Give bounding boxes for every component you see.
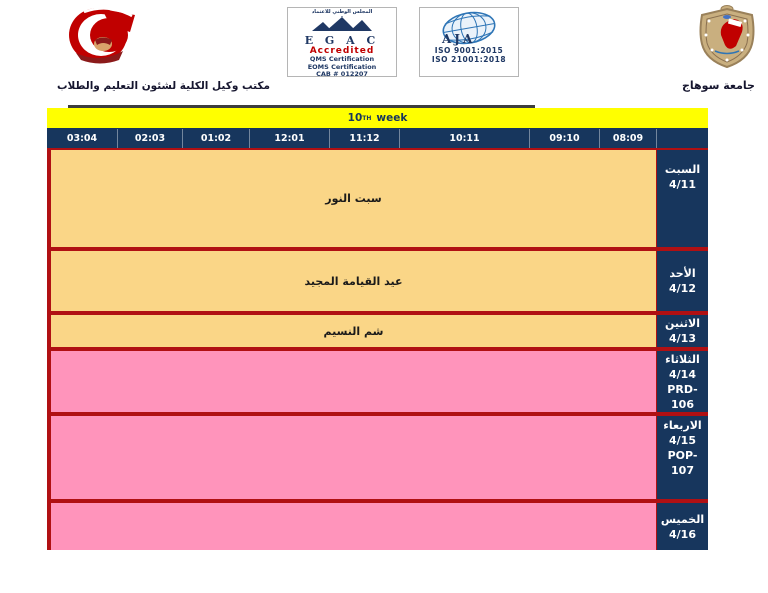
- aja-name: AJA: [442, 32, 476, 46]
- week-number: 10: [347, 112, 363, 124]
- content-cell: [47, 503, 657, 550]
- university-title: جامعة سوهاج: [682, 79, 755, 92]
- content-cell: سبت النور: [47, 150, 657, 247]
- table-row-sunday: [47, 247, 708, 311]
- content-cell: [47, 416, 657, 499]
- day-name: الأحد: [669, 267, 696, 280]
- egac-arabic-title: المجلس الوطني للاعتماد: [311, 9, 373, 15]
- table-row-monday: [47, 311, 708, 347]
- day-cell: [657, 351, 708, 412]
- egac-pyramids-icon: [310, 16, 374, 31]
- course-code-prefix: PRD-: [667, 382, 698, 396]
- table-row-tuesday: [47, 347, 708, 412]
- university-emblem-svg: [696, 5, 758, 71]
- day-date: 4/16: [669, 527, 696, 541]
- course-code-prefix: POP-: [667, 449, 698, 462]
- day-date: 4/11: [669, 178, 696, 191]
- time-cell: 11:12: [330, 129, 400, 148]
- time-cell: 08:09: [600, 129, 657, 148]
- day-date: 4/13: [669, 332, 696, 345]
- day-date: 4/14: [669, 367, 696, 381]
- day-cell: [657, 251, 708, 311]
- time-cell: 03:04: [47, 129, 118, 148]
- egac-cert-line: EOMS Certification: [307, 62, 377, 71]
- content-cell: [47, 351, 657, 412]
- faculty-of-medicine-logo-icon: [56, 4, 142, 66]
- table-row-saturday: [47, 148, 708, 247]
- egac-accredited-label: Accredited: [309, 46, 375, 56]
- day-name: الاربعاء: [663, 419, 702, 432]
- sohag-university-emblem-icon: [696, 5, 758, 71]
- egac-accreditation-badge: [287, 7, 397, 77]
- day-date: 4/15: [669, 434, 696, 447]
- weekly-timetable: [47, 108, 708, 550]
- faculty-logo-svg: [56, 4, 142, 66]
- aja-iso-badge: [419, 7, 519, 77]
- aja-iso-9001: ISO 9001:2015: [434, 46, 504, 55]
- course-code-number: 106: [671, 397, 694, 411]
- time-cell-blank: [657, 129, 708, 148]
- aja-iso-21001: ISO 21001:2018: [431, 55, 507, 64]
- day-date: 4/12: [669, 282, 696, 295]
- day-cell: [657, 315, 708, 347]
- content-cell: شم النسيم: [47, 315, 657, 347]
- week-banner: [47, 108, 708, 129]
- content-cell: عيد القيامة المجيد: [47, 251, 657, 311]
- table-row-thursday: [47, 499, 708, 550]
- time-cell: 02:03: [118, 129, 183, 148]
- day-cell: [657, 150, 708, 247]
- week-word: week: [376, 112, 408, 124]
- table-row-wednesday: [47, 412, 708, 499]
- time-cell: 01:02: [183, 129, 250, 148]
- egac-cert-line: QMS Certification: [309, 55, 375, 63]
- egac-name: E G A C: [304, 34, 380, 47]
- time-cell: 12:01: [250, 129, 330, 148]
- day-name: السبت: [664, 163, 701, 176]
- day-cell: [657, 416, 708, 499]
- week-ordinal: TH: [362, 114, 372, 122]
- time-cell: 09:10: [530, 129, 600, 148]
- time-header-row: [47, 129, 708, 148]
- egac-cab-number: CAB # 012207: [316, 70, 368, 78]
- time-cell: 10:11: [400, 129, 530, 148]
- office-title: مكتب وكيل الكلية لشئون التعليم والطلاب: [57, 80, 271, 92]
- day-name: الخميس: [660, 512, 705, 526]
- day-name: الثلاثاء: [665, 352, 700, 366]
- course-code-number: 107: [671, 464, 694, 477]
- day-cell: [657, 503, 708, 550]
- day-name: الاثنين: [665, 317, 700, 330]
